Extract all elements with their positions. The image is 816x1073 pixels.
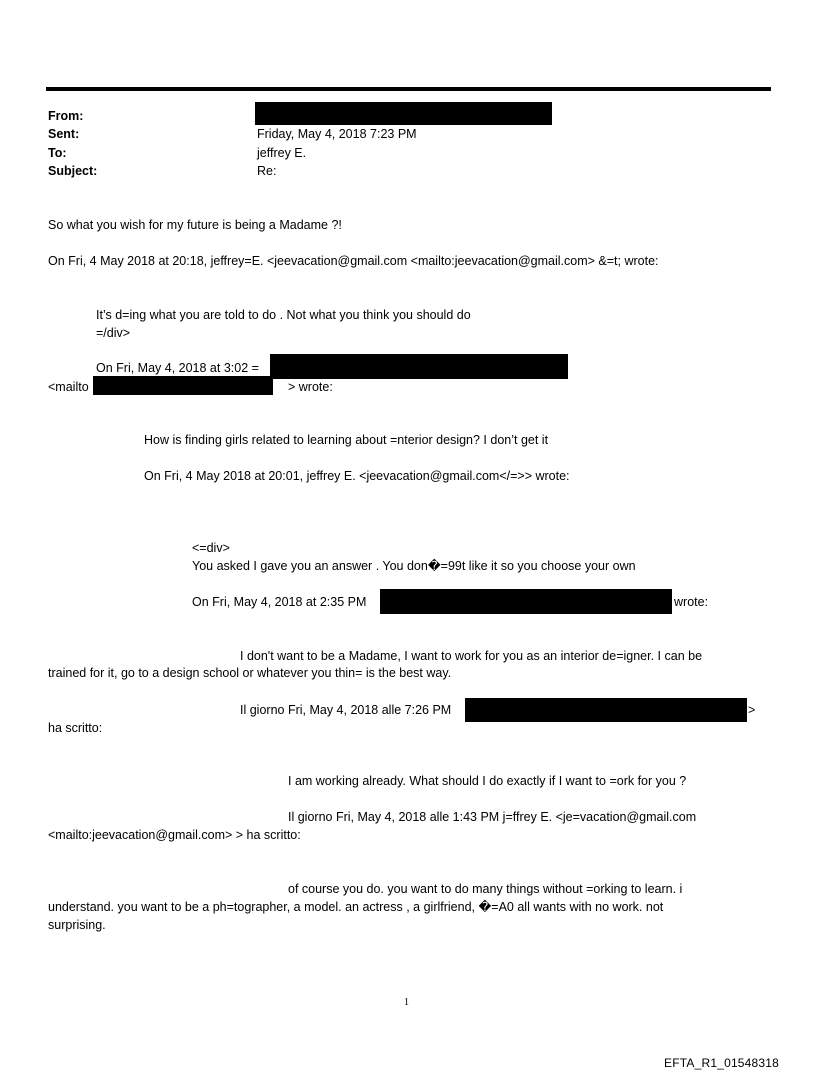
body-line: It’s d=ing what you are told to do . Not what you think you should do	[96, 308, 471, 322]
to-value: jeffrey E.	[257, 146, 307, 160]
body-line: =/div>	[96, 326, 131, 340]
body-line: trained for it, go to a design school or whatever you thin= is the best way.	[48, 666, 452, 680]
quote-header: On Fri, May 4, 2018 at 3:02 =	[96, 361, 259, 375]
redaction-sender	[380, 589, 672, 614]
body-line: You asked I gave you an answer . You don�=99t like it so you choose your own	[192, 559, 636, 573]
subject-value: Re:	[257, 164, 277, 178]
body-line: <=div>	[192, 541, 230, 555]
body-line: How is finding girls related to learning about =nterior design? I don’t get it	[144, 433, 549, 447]
subject-label: Subject:	[48, 164, 98, 178]
header-rule	[46, 87, 771, 91]
redaction-mailto	[93, 376, 273, 395]
body-line: surprising.	[48, 918, 106, 932]
page-number: 1	[404, 997, 409, 1008]
bates-number: EFTA_R1_01548318	[664, 1056, 780, 1070]
quote-header: ha scritto:	[48, 721, 103, 735]
quote-header-end: wrote:	[674, 595, 709, 609]
redaction-from	[255, 102, 552, 125]
from-label: From:	[48, 109, 84, 123]
body-line: understand. you want to be a ph=tographer, a model. an actress , a girlfriend, �=A0 all wants with no work. not	[48, 900, 664, 914]
redaction-sender	[270, 354, 568, 379]
quote-header: On Fri, May 4, 2018 at 2:35 PM	[192, 595, 367, 609]
to-label: To:	[48, 146, 67, 160]
quote-header: <mailto:jeevacation@gmail.com> > ha scritto:	[48, 828, 301, 842]
quote-header-end: >	[748, 703, 756, 717]
quote-header-end: > wrote:	[288, 380, 333, 394]
redaction-sender	[465, 698, 747, 722]
sent-value: Friday, May 4, 2018 7:23 PM	[257, 127, 417, 141]
body-line: So what you wish for my future is being a Madame ?!	[48, 218, 342, 232]
body-line: of course you do. you want to do many things without =orking to learn. i	[288, 882, 683, 896]
sent-label: Sent:	[48, 127, 80, 141]
quote-header: On Fri, 4 May 2018 at 20:01, jeffrey E. <jeevacation@gmail.com</=>> wrote:	[144, 469, 570, 483]
quote-header: Il giorno Fri, May 4, 2018 alle 1:43 PM j=ffrey E. <je=vacation@gmail.com	[288, 810, 697, 824]
body-line: I am working already. What should I do exactly if I want to =ork for you ?	[288, 774, 687, 788]
mailto-text: <mailto	[48, 380, 89, 394]
quote-header: On Fri, 4 May 2018 at 20:18, jeffrey=E. <jeevacation@gmail.com <mailto:jeevacation@gmail.com> &=t; wrote:	[48, 254, 659, 268]
quote-header: Il giorno Fri, May 4, 2018 alle 7:26 PM	[240, 703, 452, 717]
body-line: I don't want to be a Madame, I want to work for you as an interior de=igner. I can be	[240, 649, 703, 663]
